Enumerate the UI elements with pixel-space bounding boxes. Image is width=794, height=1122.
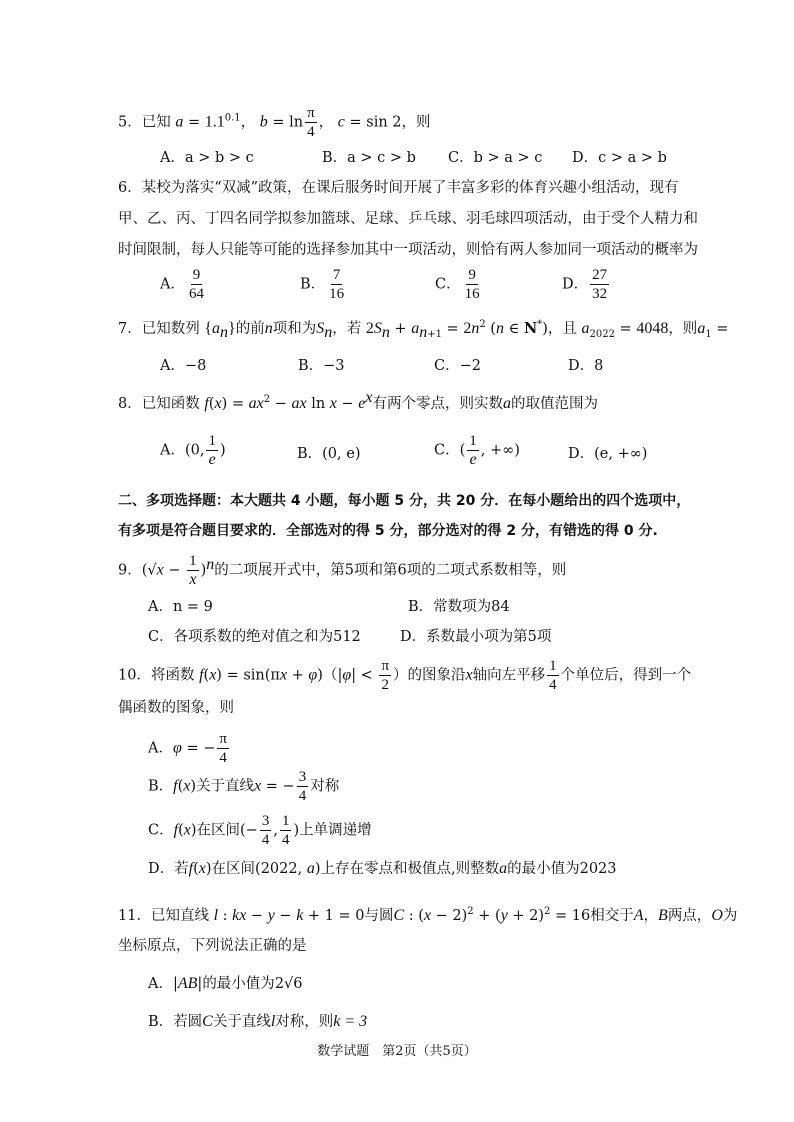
option-text: 上存在零点和极值点,则整数	[320, 861, 500, 877]
question-text: 个单位后，得到一个	[560, 667, 692, 684]
option-text: 在区间	[196, 822, 241, 839]
option-text: 关于直线	[196, 778, 255, 795]
separator: ，	[318, 114, 334, 131]
option-text: 的最小值为2023	[507, 861, 617, 877]
question-text: 轴向左平移	[472, 667, 546, 684]
question-11: 11．已知直线 l : kx − y − k + 1 = 0与圆C : $(x - 2)^2 + (y + 2)^2 = 16$相交于A，B两点，O为	[118, 906, 738, 924]
q7-option-d: D．8	[568, 358, 604, 374]
question-text: 为	[722, 908, 738, 924]
question-number: 9．	[118, 562, 142, 579]
q9-option-d: D．系数最小项为第5项	[400, 629, 552, 645]
question-text: 有两个零点，则实数	[372, 395, 503, 412]
question-text: ，则	[668, 321, 698, 337]
q7-option-c: C．−2	[434, 358, 481, 374]
q5-option-a: A．a > b > c	[160, 150, 254, 166]
option-label: C．	[435, 276, 461, 293]
option-text: 对称	[310, 778, 340, 795]
question-text: ，则	[401, 114, 431, 131]
question-text: 与圆	[364, 908, 394, 924]
question-text: 的图象沿	[407, 667, 466, 684]
q11-option-a: A．|AB|的最小值为2√6	[148, 975, 303, 992]
question-text: 项和为	[272, 321, 317, 337]
numerator: 9	[192, 267, 201, 283]
q6-option-a	[160, 266, 208, 303]
question-text: 已知函数	[141, 395, 200, 412]
option-label: B．	[148, 778, 174, 795]
section-heading-line-1: 二、多项选择题：本大题共 4 小题，每小题 5 分，共 20 分．在每小题给出的四个选项中，	[118, 493, 691, 509]
option-value: k = 3	[333, 1013, 368, 1030]
question-text: 的前	[235, 321, 265, 337]
q5-option-d: D．c > a > b	[572, 150, 667, 166]
question-11-line-2: 坐标原点，下列说法正确的是	[118, 938, 307, 954]
q6-option-b	[300, 266, 348, 303]
option-label: A．	[148, 740, 173, 757]
question-9: 9．(√x − $\frac{1}{x}$ )$^n$的二项展开式中，第5项和第6项的二项式系数相等，则	[118, 553, 567, 588]
option-text: 的最小值为	[202, 976, 275, 992]
q7-option-b: B．−3	[298, 358, 345, 374]
q8-option-d: D．(e, +∞)	[568, 446, 648, 462]
q10-option-b: B．f(x)关于直线x = − $\frac{3}{4}$ 对称	[148, 769, 340, 804]
option-label: D．若	[148, 861, 189, 877]
q8-option-b: B．(0, e)	[297, 446, 361, 462]
question-6-line-1	[118, 176, 679, 197]
question-number: 5．	[118, 114, 142, 131]
question-6-line-3: 时间限制，每人只能等可能的选择参加其中一项活动，则恰有两人参加同一项活动的概率为	[118, 242, 698, 258]
denominator: 16	[464, 286, 480, 302]
option-label: B．	[300, 276, 326, 293]
option-text: 对称，则	[275, 1014, 334, 1030]
denominator: 16	[329, 286, 345, 302]
q11-option-b: B．若圆C关于直线l对称，则k = 3	[148, 1013, 368, 1030]
q10-option-c: C．f(x)在区间(− $\frac{3}{4}$ , $\frac{1}{4}$ )上单调递增	[148, 813, 372, 848]
question-7: 7．已知数列 $\{a_n\}$的前n项和为$S_n$，若 $2S_n + a_{n+1} = 2n^2$ (n ∈ N*)，且 $a_{2022} = 4048$，则$a_1$ =	[118, 319, 729, 341]
question-10-line-2: 偶函数的图象，则	[118, 700, 234, 716]
denominator: 64	[188, 286, 204, 302]
numerator: 7	[332, 267, 341, 283]
question-text: ，且	[547, 321, 577, 337]
question-text: 已知	[141, 114, 171, 131]
option-label: C．	[148, 822, 174, 839]
option-label: A．	[160, 276, 185, 293]
option-text: 上单调递增	[299, 822, 372, 839]
q7-option-a: A．−8	[160, 358, 207, 374]
question-number: 8．	[118, 395, 142, 412]
q8-option-a: A．(0, $\frac{1}{e}$ )	[160, 433, 226, 468]
question-8: 8．已知函数 $f(x) = ax^2$ − ax $\ln x - e^x$有两个零点，则实数a的取值范围为	[118, 389, 598, 412]
page-footer: 数学试题 第2页（共5页）	[317, 1044, 477, 1059]
q6-option-c	[435, 266, 484, 303]
q10-option-d: D．若f(x)在区间(2022, a)上存在零点和极值点,则整数a的最小值为2023	[148, 860, 617, 877]
question-number: 7．	[118, 321, 142, 337]
option-label: B．若圆	[148, 1014, 203, 1030]
question-text: 的取值范围为	[510, 395, 598, 412]
question-number: 6．	[118, 180, 142, 196]
q9-option-c: C．各项系数的绝对值之和为512	[148, 629, 361, 645]
question-text: 的二项展开式中，第5项和第6项的二项式系数相等，则	[214, 562, 567, 579]
option-text: 在区间	[211, 861, 256, 877]
option-label: D．	[562, 276, 589, 293]
question-text: 将函数	[150, 667, 195, 684]
q10-option-a: A．φ = − $\frac{\pi}{4}$	[148, 731, 227, 766]
q9-option-a: A．n = 9	[148, 599, 213, 615]
option-text: 关于直线	[212, 1014, 271, 1030]
question-text: 两点，	[667, 908, 712, 924]
question-text: 相交于	[590, 908, 634, 924]
question-10: 10．将函数 f(x) = sin(πx + φ)（|φ| < $\frac{\pi}{2}$ ）的图象沿x轴向左平移 $\frac{1}{4}$ 个单位后，得到一个	[118, 658, 692, 693]
q9-option-b: B．常数项为84	[408, 599, 510, 615]
numerator: 27	[592, 267, 608, 283]
q5-option-c: C．b > a > c	[448, 150, 543, 166]
question-number: 11．	[118, 908, 151, 924]
question-text: 已知数列	[141, 321, 200, 337]
question-6-line-2: 甲、乙、丙、丁四名同学拟参加篮球、足球、乒乓球、羽毛球四项活动，由于受个人精力和	[118, 211, 698, 227]
q6-option-d	[562, 266, 611, 303]
question-text: 某校为落实“双减”政策，在课后服务时间开展了丰富多彩的体育兴趣小组活动，现有	[141, 180, 679, 196]
separator: ，	[240, 114, 256, 131]
q5-option-b: B．a > c > b	[322, 150, 416, 166]
option-label: C．	[434, 442, 460, 459]
option-label: A．	[160, 442, 185, 459]
denominator: 32	[592, 286, 608, 302]
section-heading-line-2: 有多项是符合题目要求的．全部选对的得 5 分，部分选对的得 2 分，有错选的得 0 分.	[118, 523, 658, 539]
question-5: 5．已知 $a = 1.1^{0.1}$， b = ln $\frac{\pi}{4}$ ， c = sin 2，则	[118, 105, 431, 140]
q8-option-c: C．( $\frac{1}{e}$ , +∞)	[434, 433, 520, 468]
option-label: A．	[148, 976, 173, 992]
question-text: ，若	[332, 321, 362, 337]
question-number: 10．	[118, 667, 151, 684]
question-text: 已知直线	[150, 908, 209, 924]
numerator: 9	[468, 267, 476, 283]
